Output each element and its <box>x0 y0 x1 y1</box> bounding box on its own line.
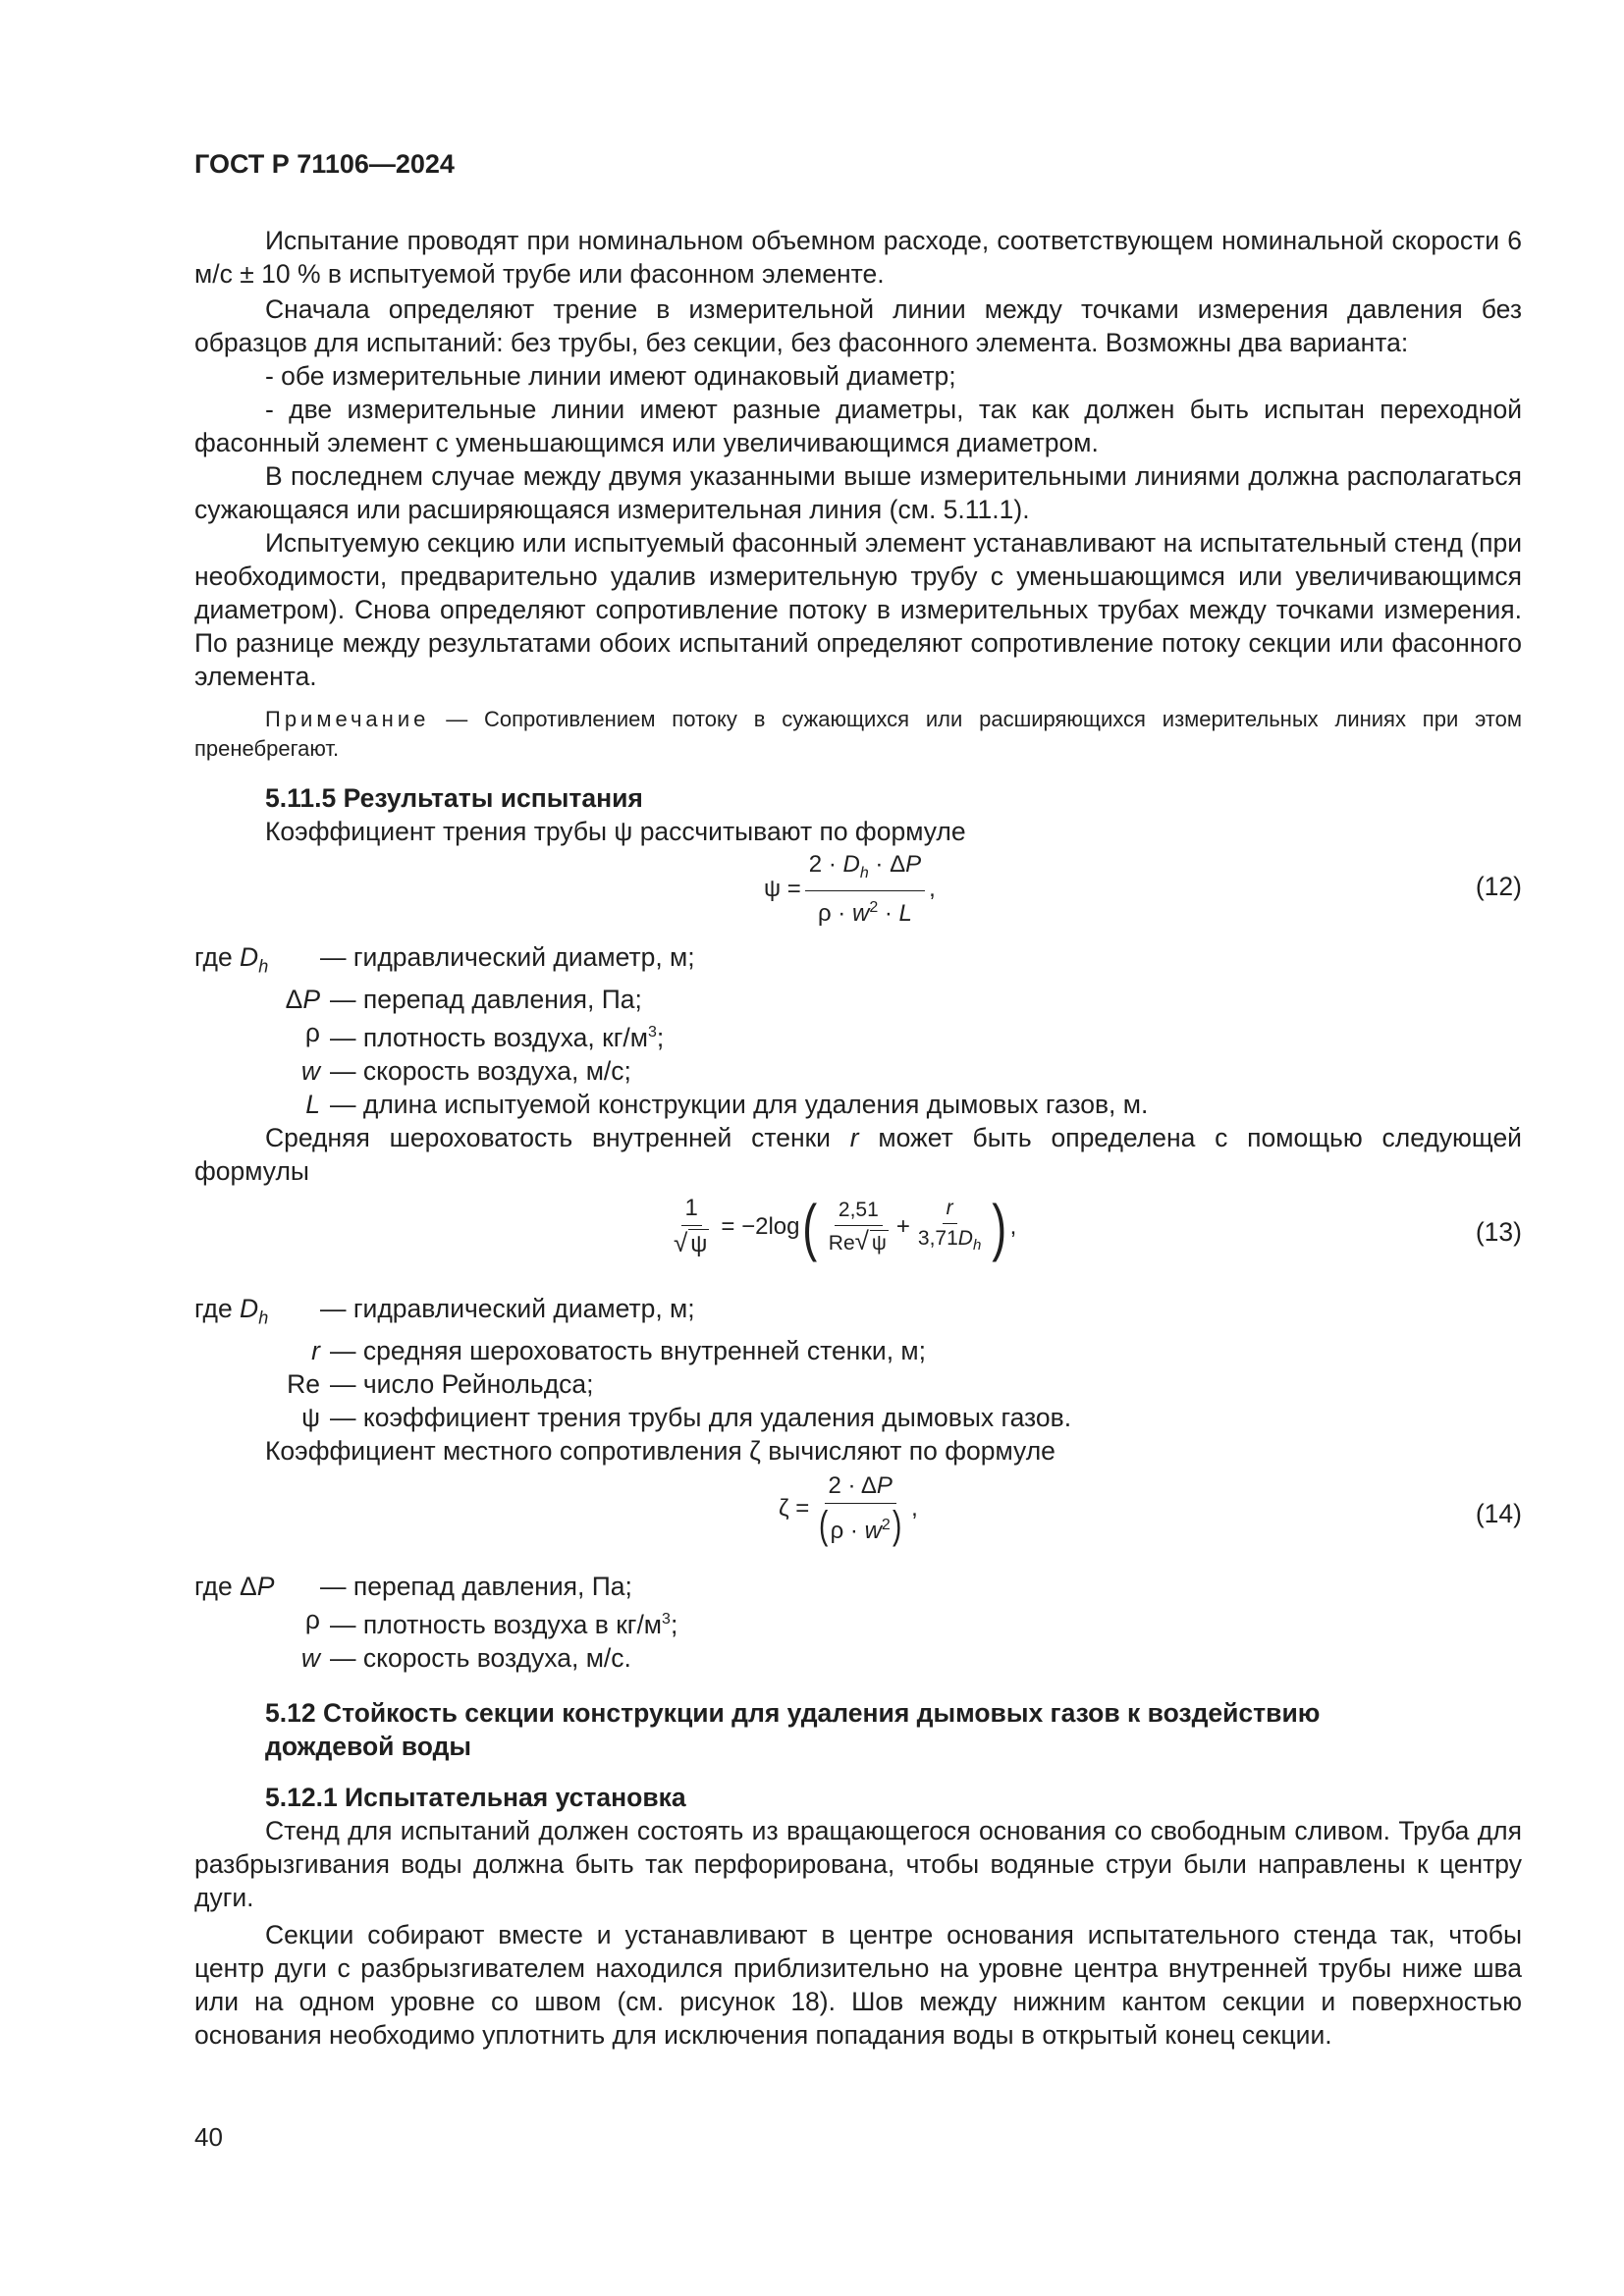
paragraph-5: В последнем случае между двумя указанными выше измерительными линиями должна располагаться сужающаяся или расширяющаяся измерительная линия (см. 5.11.1). <box>194 461 1522 524</box>
definitions-13 <box>194 1292 1522 1434</box>
eq13-lhs-fraction: $\frac{1}{√ \psi}$ <box>674 1195 708 1258</box>
note-block <box>194 705 1522 764</box>
eq13-tail: , <box>1009 1212 1017 1240</box>
formula-14 <box>194 1468 1522 1562</box>
paragraph-3: - обе измерительные линии имеют одинаковый диаметр; <box>265 361 956 391</box>
eq12-numerator: $2 \cdot D_h \cdot \Delta P$ <box>805 850 925 891</box>
section-heading-5-11-5: 5.11.5 Результаты испытания <box>265 783 643 813</box>
eq14-fraction: $\frac{2 \cdot \Delta P}{(\rho \cdot w^2)}$ <box>819 1472 902 1548</box>
eq14-tail: , <box>911 1495 918 1522</box>
definition-row: r — средняя шероховатость внутренней стенки, м; <box>311 1336 927 1366</box>
definition-row: ρ — плотность воздуха в $кг/м^3$; <box>304 1605 678 1640</box>
definition-row: ΔP — перепад давления, Па; <box>285 985 642 1015</box>
paragraph-6: Испытуемую секцию или испытуемый фасонный элемент устанавливают на испытательный стенд (при необходимости, предварительно удалив измерительную трубу с уменьшающимся или увеличивающимся диаметром). Снова определяют сопротивление потоку в измерительных трубах между точками измерения. По разнице между результатами обоих испытаний определяют сопротивление потоку секции или фасонного элемента. <box>194 528 1522 691</box>
body-top <box>194 224 1522 693</box>
definition-row: где $D_h$ — гидравлический диаметр, м; <box>194 942 695 977</box>
equation-number-13: (13) <box>1475 1217 1522 1248</box>
paragraph-5-12-1-a: Стенд для испытаний должен состоять из вращающегося основания со свободным сливом. Труба для разбрызгивания воды должна быть так перфорирована, чтобы водяные струи были направлены к центру дуги. <box>194 1816 1522 1913</box>
document-header: ГОСТ Р 71106—2024 <box>194 149 455 179</box>
page-number: 40 <box>194 2122 223 2152</box>
paragraph-2: Сначала определяют трение в измерительной линии между точками измерения давления без образцов для испытаний: без трубы, без секции, без фасонного элемента. Возможны два варианта: <box>194 294 1522 357</box>
formula-12 <box>194 848 1522 933</box>
roughness-intro: Средняя шероховатость внутренней стенки r может быть определена с помощью следующей формулы <box>194 1123 1522 1187</box>
equation-number-12: (12) <box>1475 872 1522 901</box>
note-label: Примечание <box>265 707 430 731</box>
definition-row: w — скорость воздуха, м/с. <box>300 1643 631 1674</box>
formula-12-intro: Коэффициент трения трубы ψ рассчитывают по формуле <box>265 817 966 846</box>
section-heading-5-12: 5.12 Стойкость секции конструкции для удаления дымовых газов к воздействию дождевой воды <box>265 1698 1321 1762</box>
eq13-fraction-2: $\frac{r}{3,71D_h}$ <box>917 1196 982 1254</box>
section-5-11-5 <box>194 781 1522 2052</box>
definition-row: w — скорость воздуха, м/с; <box>300 1056 631 1087</box>
definition-row: ψ — коэффициент трения трубы для удаления дымовых газов. <box>301 1403 1072 1433</box>
eq12-denominator: $\rho \cdot w^2 \cdot L$ <box>817 898 912 927</box>
eq12-lhs: ψ = <box>764 875 801 902</box>
eq14-lhs: ζ = <box>779 1495 810 1522</box>
definitions-12 <box>194 940 1522 1121</box>
section-heading-5-12-1: 5.12.1 Испытательная установка <box>265 1783 686 1813</box>
definition-row: L — длина испытуемой конструкции для удаления дымовых газов, м. <box>305 1090 1149 1120</box>
definition-row: Re — число Рейнольдса; <box>287 1369 594 1400</box>
paragraph-1: Испытание проводят при номинальном объемном расходе, соответствующем номинальной скорости 6 м/с ± 10 % в испытуемой трубе или фасонном элементе. <box>194 226 1522 289</box>
definitions-14 <box>194 1570 1522 1675</box>
equation-number-14: (14) <box>1475 1499 1522 1529</box>
eq13-fraction-1: $\frac{2,51}{Re√ \psi}$ <box>828 1198 887 1255</box>
eq13-plus: + <box>895 1212 910 1240</box>
definition-row: ρ — плотность воздуха, $кг/м^3$; <box>304 1018 665 1053</box>
paragraph-5-12-1-b: Секции собирают вместе и устанавливают в центре основания испытательного стенда так, чтобы центр дуги с разбрызгивателем находился приблизительно на уровне центра внутренней трубы ниже шва или на одном уровне со швом (см. рисунок 18). Шов между нижним кантом секции и поверхностью основания необходимо уплотнить для исключения попадания воды в открытый конец секции. <box>194 1920 1522 2051</box>
note-text: — Сопротивлением потоку в сужающихся или расширяющихся измерительных линиях при этом пренебрегают. <box>194 707 1522 761</box>
formula-14-intro: Коэффициент местного сопротивления ζ вычисляют по формуле <box>265 1436 1056 1467</box>
paragraph-4: - две измерительные линии имеют разные диаметры, так как должен быть испытан переходной фасонный элемент с уменьшающимся или увеличивающимся диаметром. <box>194 395 1522 457</box>
eq12-tail: , <box>929 875 936 902</box>
formula-13: $\frac{1}{√ \psi}$ = −2log ( $\frac{2,51}{Re√ \psi}$ + $\frac{r}{3,71D_h}$ ) , (13) <box>194 1188 1522 1282</box>
eq12-fraction <box>805 850 925 929</box>
definition-row: где $D_h$ — гидравлический диаметр, м; <box>194 1294 695 1328</box>
definition-row: где ΔP — перепад давления, Па; <box>194 1572 632 1602</box>
eq13-log: = −2log <box>721 1212 800 1240</box>
